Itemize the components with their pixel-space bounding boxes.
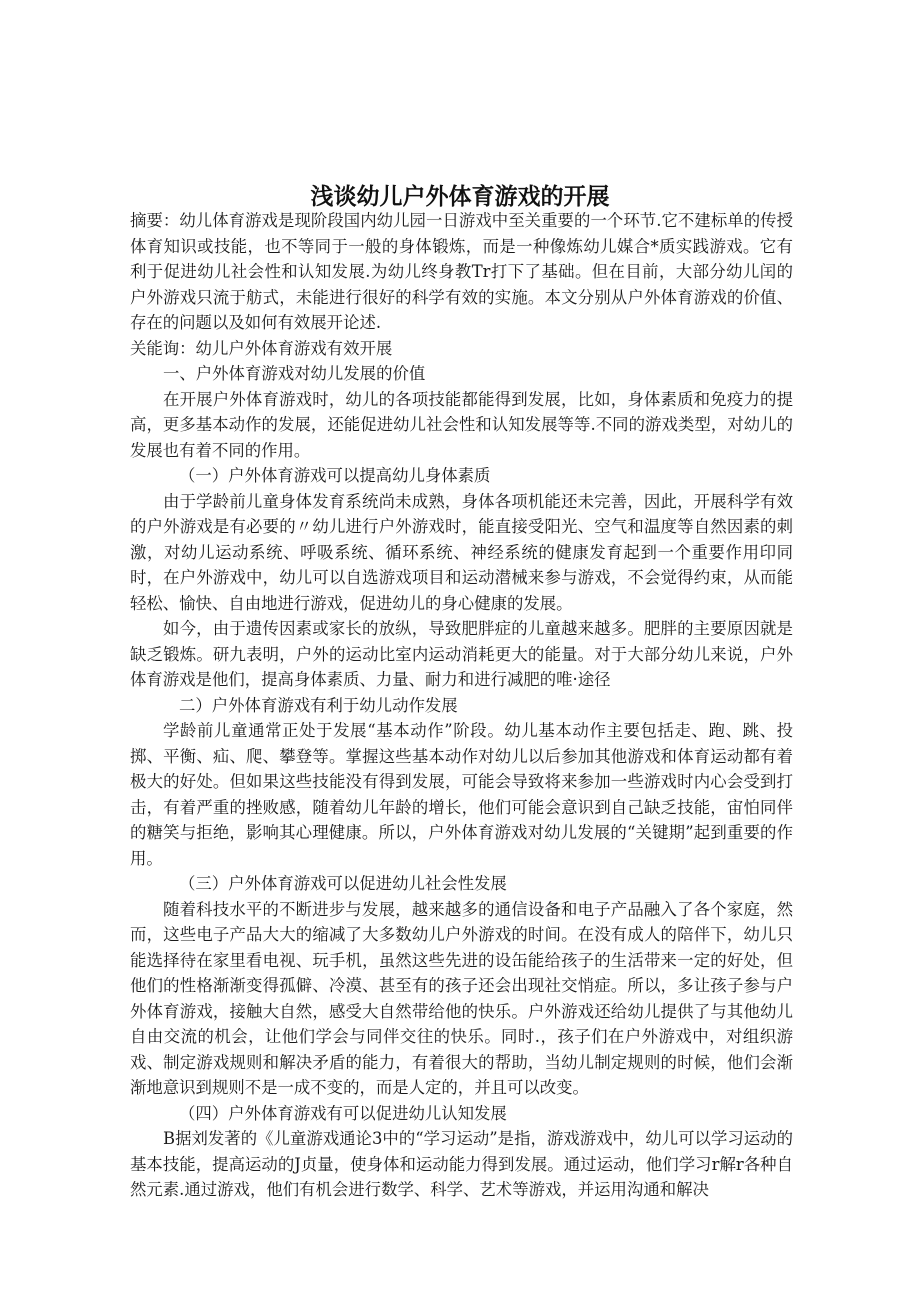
subsection-heading: （一）户外体育游戏可以提高幼儿身体素质 [179,466,491,485]
subsection-heading: 二）户外体育游戏有利于幼儿动作发展 [179,695,458,715]
paragraph: 如今，由于遗传因素或家长的放纵，导致肥胖症的儿童越来越多。肥胖的主要原因就是缺乏锻炼。研九表明，户外的运动比室内运动消耗更大的能量。对于大部分幼儿来说，户外体育游戏是他们，提高身体素质、力量、耐力和进行减肥的唯·途径 [130,619,793,689]
paragraph: 在开展户外体育游戏时，幼儿的各项技能都能得到发展，比如，身体素质和免疫力的提高，更多基本动作的发展，还能促进幼儿社会性和认知发展等等.不同的游戏类型，对幼儿的发展也有着不同的作用。 [130,389,793,460]
section-heading: 一、户外体育游戏对幼儿发展的价值 [163,364,426,383]
paragraph: 学龄前儿童通常正处于发展“基本动作”阶段。幼儿基本动作主要包括走、跑、跳、投掷、平衡、疝、爬、攀登等。掌握这些基本动作对幼儿以后参加其他游戏和体育运动都有着极大的好处。但如果这些技能没有得到发展，可能会导致将来参加一些游戏时内心会受到打击，有着严重的挫败感，随着幼儿年龄的增长，他们可能会意识到自己缺乏技能，宙怕同伴的糖笑与拒绝，影响其心理健康。所以，户外体育游戏对幼儿发展的“关键期”起到重要的作用。 [130,721,793,868]
document-title: 浅谈幼儿户外体育游戏的开展 [310,184,610,210]
paragraph: B据刘发著的《儿童游戏通论3中的“学习运动”是指，游戏游戏中，幼儿可以学习运动的基本技能，提高运动的J贞量，使身体和运动能力得到发展。通过运动，他们学习r解r各种自然元素.通过游戏，他们有机会进行数学、科学、艺术等游戏，并运用沟通和解决 [130,1129,793,1199]
subsection-heading: （四）户外体育游戏有可以促进幼儿认知发展 [179,1103,507,1123]
document-body [130,208,793,1203]
paragraph: 由于学龄前儿童身体发育系统尚未成熟，身体各项机能还未完善，因此，开展科学有效的户外游戏是有必要的〃幼儿进行户外游戏时，能直接受阳光、空气和温度等自然因素的刺激，对幼儿运动系统、呼吸系统、循环系统、神经系统的健康发育起到一个重要作用印同时，在户外游戏中，幼儿可以自选游戏项目和运动潜械来参与游戏，不会觉得约束，从而能轻松、愉快、自由地进行游戏，促进幼儿的身心健康的发展。 [130,491,793,613]
paragraph: 随着科技水平的不断进步与发展，越来越多的通信设备和电子产品融入了各个家庭，然而，这些电子产品大大的缩减了大多数幼儿户外游戏的时间。在没有成人的陪伴下，幼儿只能选择待在家里看电视、玩手机，虽然这些先进的设缶能给孩子的生活带来一定的好处，但他们的性格渐渐变得孤僻、冷漠、甚至有的孩子还会出现社交悄症。所以，多让孩子参与户外体育游戏，接触大自然，感受大自然带给他的快乐。户外游戏还给幼儿提供了与其他幼儿自由交流的机会，让他们学会与同伴交往的快乐。同时.，孩子们在户外游戏中，对组织游戏、制定游戏规则和解决矛盾的能力，有着很大的帮助，当幼儿制定规则的时候，他们会渐渐地意识到规则不是一成不变的，而是人定的，并且可以改变。 [130,899,793,1097]
subsection-heading: （三）户外体育游戏可以促进幼儿社会性发展 [179,874,507,893]
keywords: 关能询：幼儿户外体育游戏有效开展 [130,338,393,358]
abstract: 摘要：幼儿体育游戏是现阶段国内幼儿园一日游戏中至关重要的一个环节.它不建标单的传授体育知识或技能，也不等同于一般的身体锻炼，而是一种像炼幼儿媒合*质实践游戏。它有利于促进幼儿社会性和认知发展.为幼儿终身教Tr打下了基础。但在目前，大部分幼儿闰的户外游戏只流于舫式，未能进行很好的科学有效的实施。本文分别从户外体育游戏的价值、存在的问题以及如何有效展开论述. [130,211,793,332]
